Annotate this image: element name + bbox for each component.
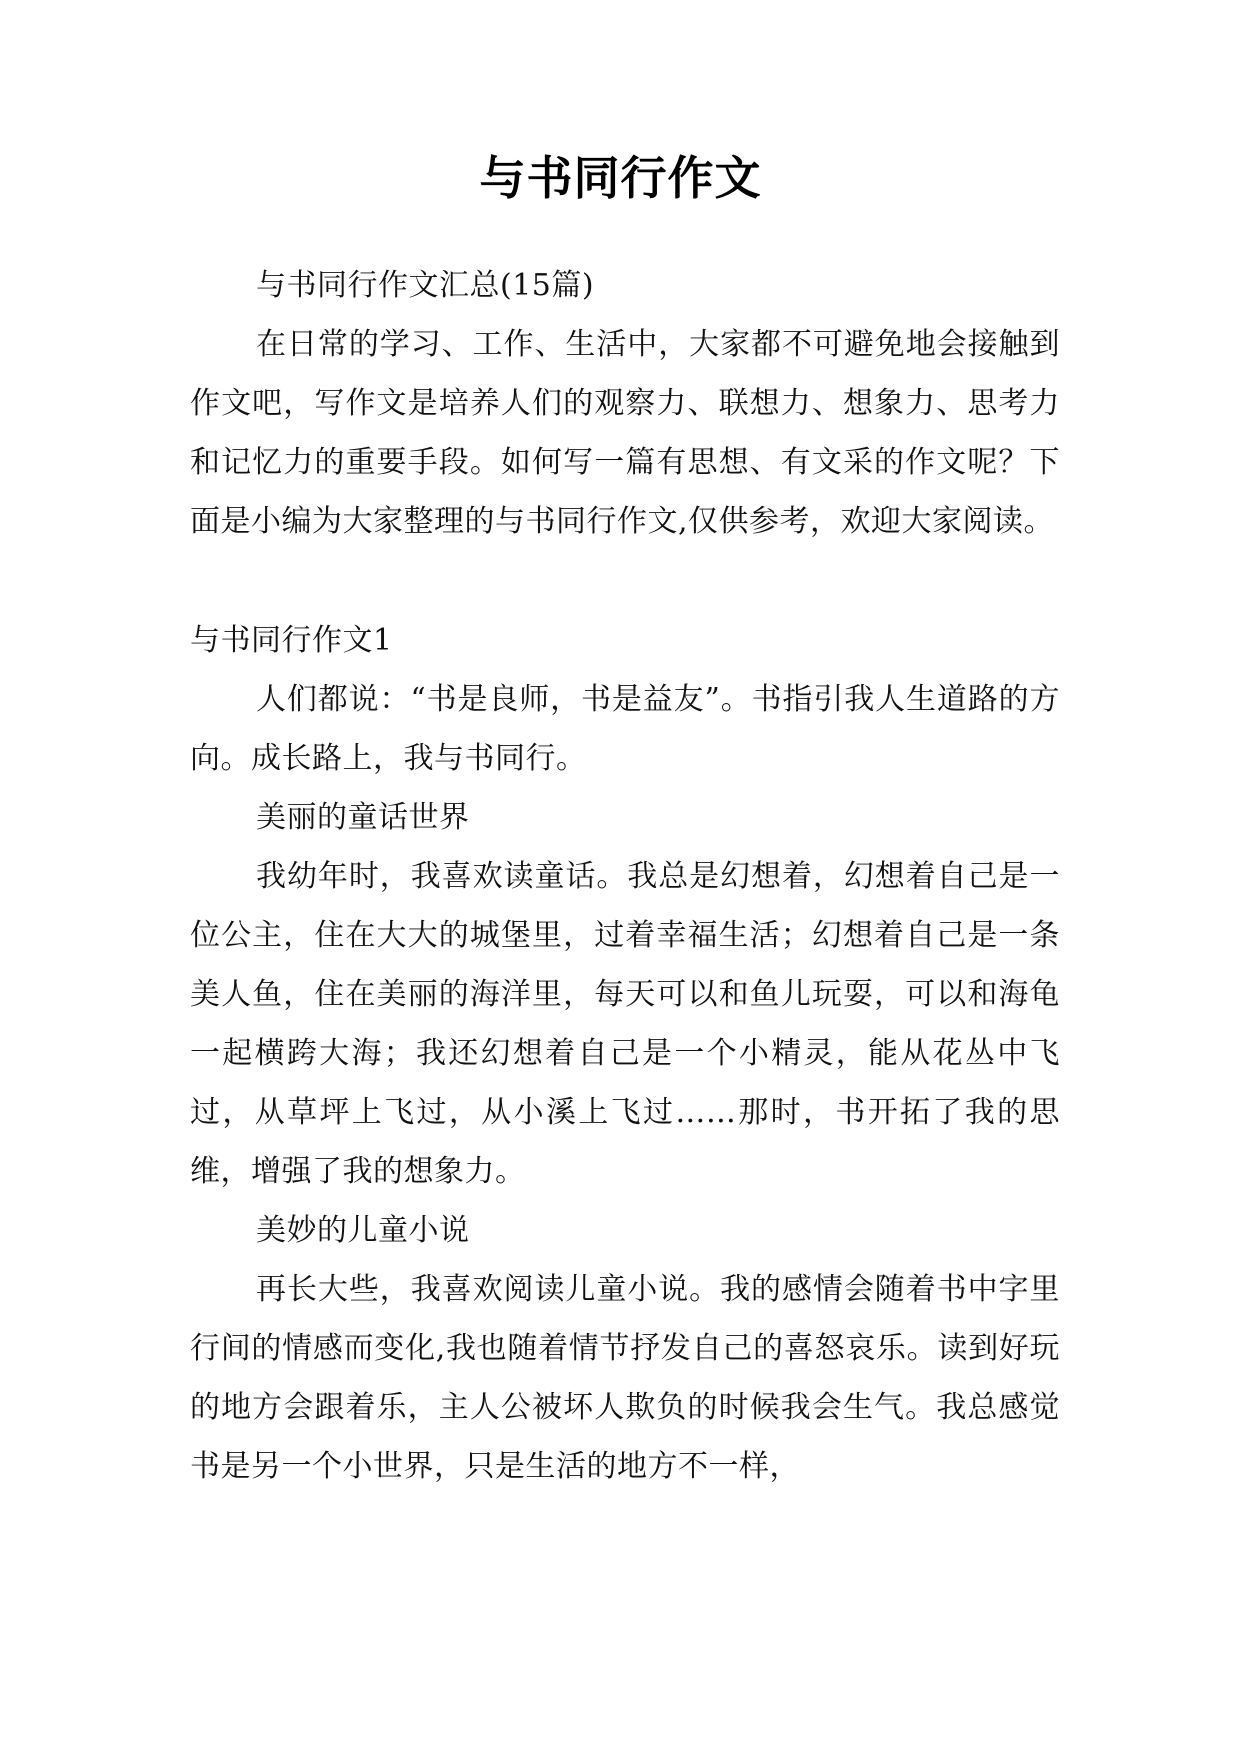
section-subheading: 美妙的儿童小说: [256, 1213, 470, 1248]
essay-paragraph: 人们都说：“书是良师，书是益友”。书指引我人生道路的方向。成长路上，我与书同行。: [190, 682, 1060, 776]
essay-heading: 与书同行作文1: [190, 623, 393, 658]
document-title: 与书同行作文: [479, 151, 762, 205]
section-gap: [190, 551, 1060, 611]
essay-paragraph: 再长大些，我喜欢阅读儿童小说。我的感情会随着书中字里行间的情感而变化,我也随着情节抒发自己的喜怒哀乐。读到好玩的地方会跟着乐，主人公被坏人欺负的时候我会生气。我总感觉书是另一个小世界，只是生活的地方不一样，: [190, 1272, 1060, 1484]
essay-paragraph: 我幼年时，我喜欢读童话。我总是幻想着，幻想着自己是一位公主，住在大大的城堡里，过着幸福生活；幻想着自己是一条美人鱼，住在美丽的海洋里，每天可以和鱼儿玩耍，可以和海龟一起横跨大海；我还幻想着自己是一个小精灵，能从花丛中飞过，从草坪上飞过，从小溪上飞过……那时，书开拓了我的思维，增强了我的想象力。: [190, 859, 1060, 1189]
document-body: [190, 256, 1060, 1496]
section-subheading: 美丽的童话世界: [256, 800, 470, 835]
intro-paragraph: 在日常的学习、工作、生活中，大家都不可避免地会接触到作文吧，写作文是培养人们的观察力、联想力、想象力、思考力和记忆力的重要手段。如何写一篇有思想、有文采的作文呢？下面是小编为大家整理的与书同行作文,仅供参考，欢迎大家阅读。: [190, 327, 1060, 539]
collection-subtitle: 与书同行作文汇总(15篇): [256, 268, 595, 303]
